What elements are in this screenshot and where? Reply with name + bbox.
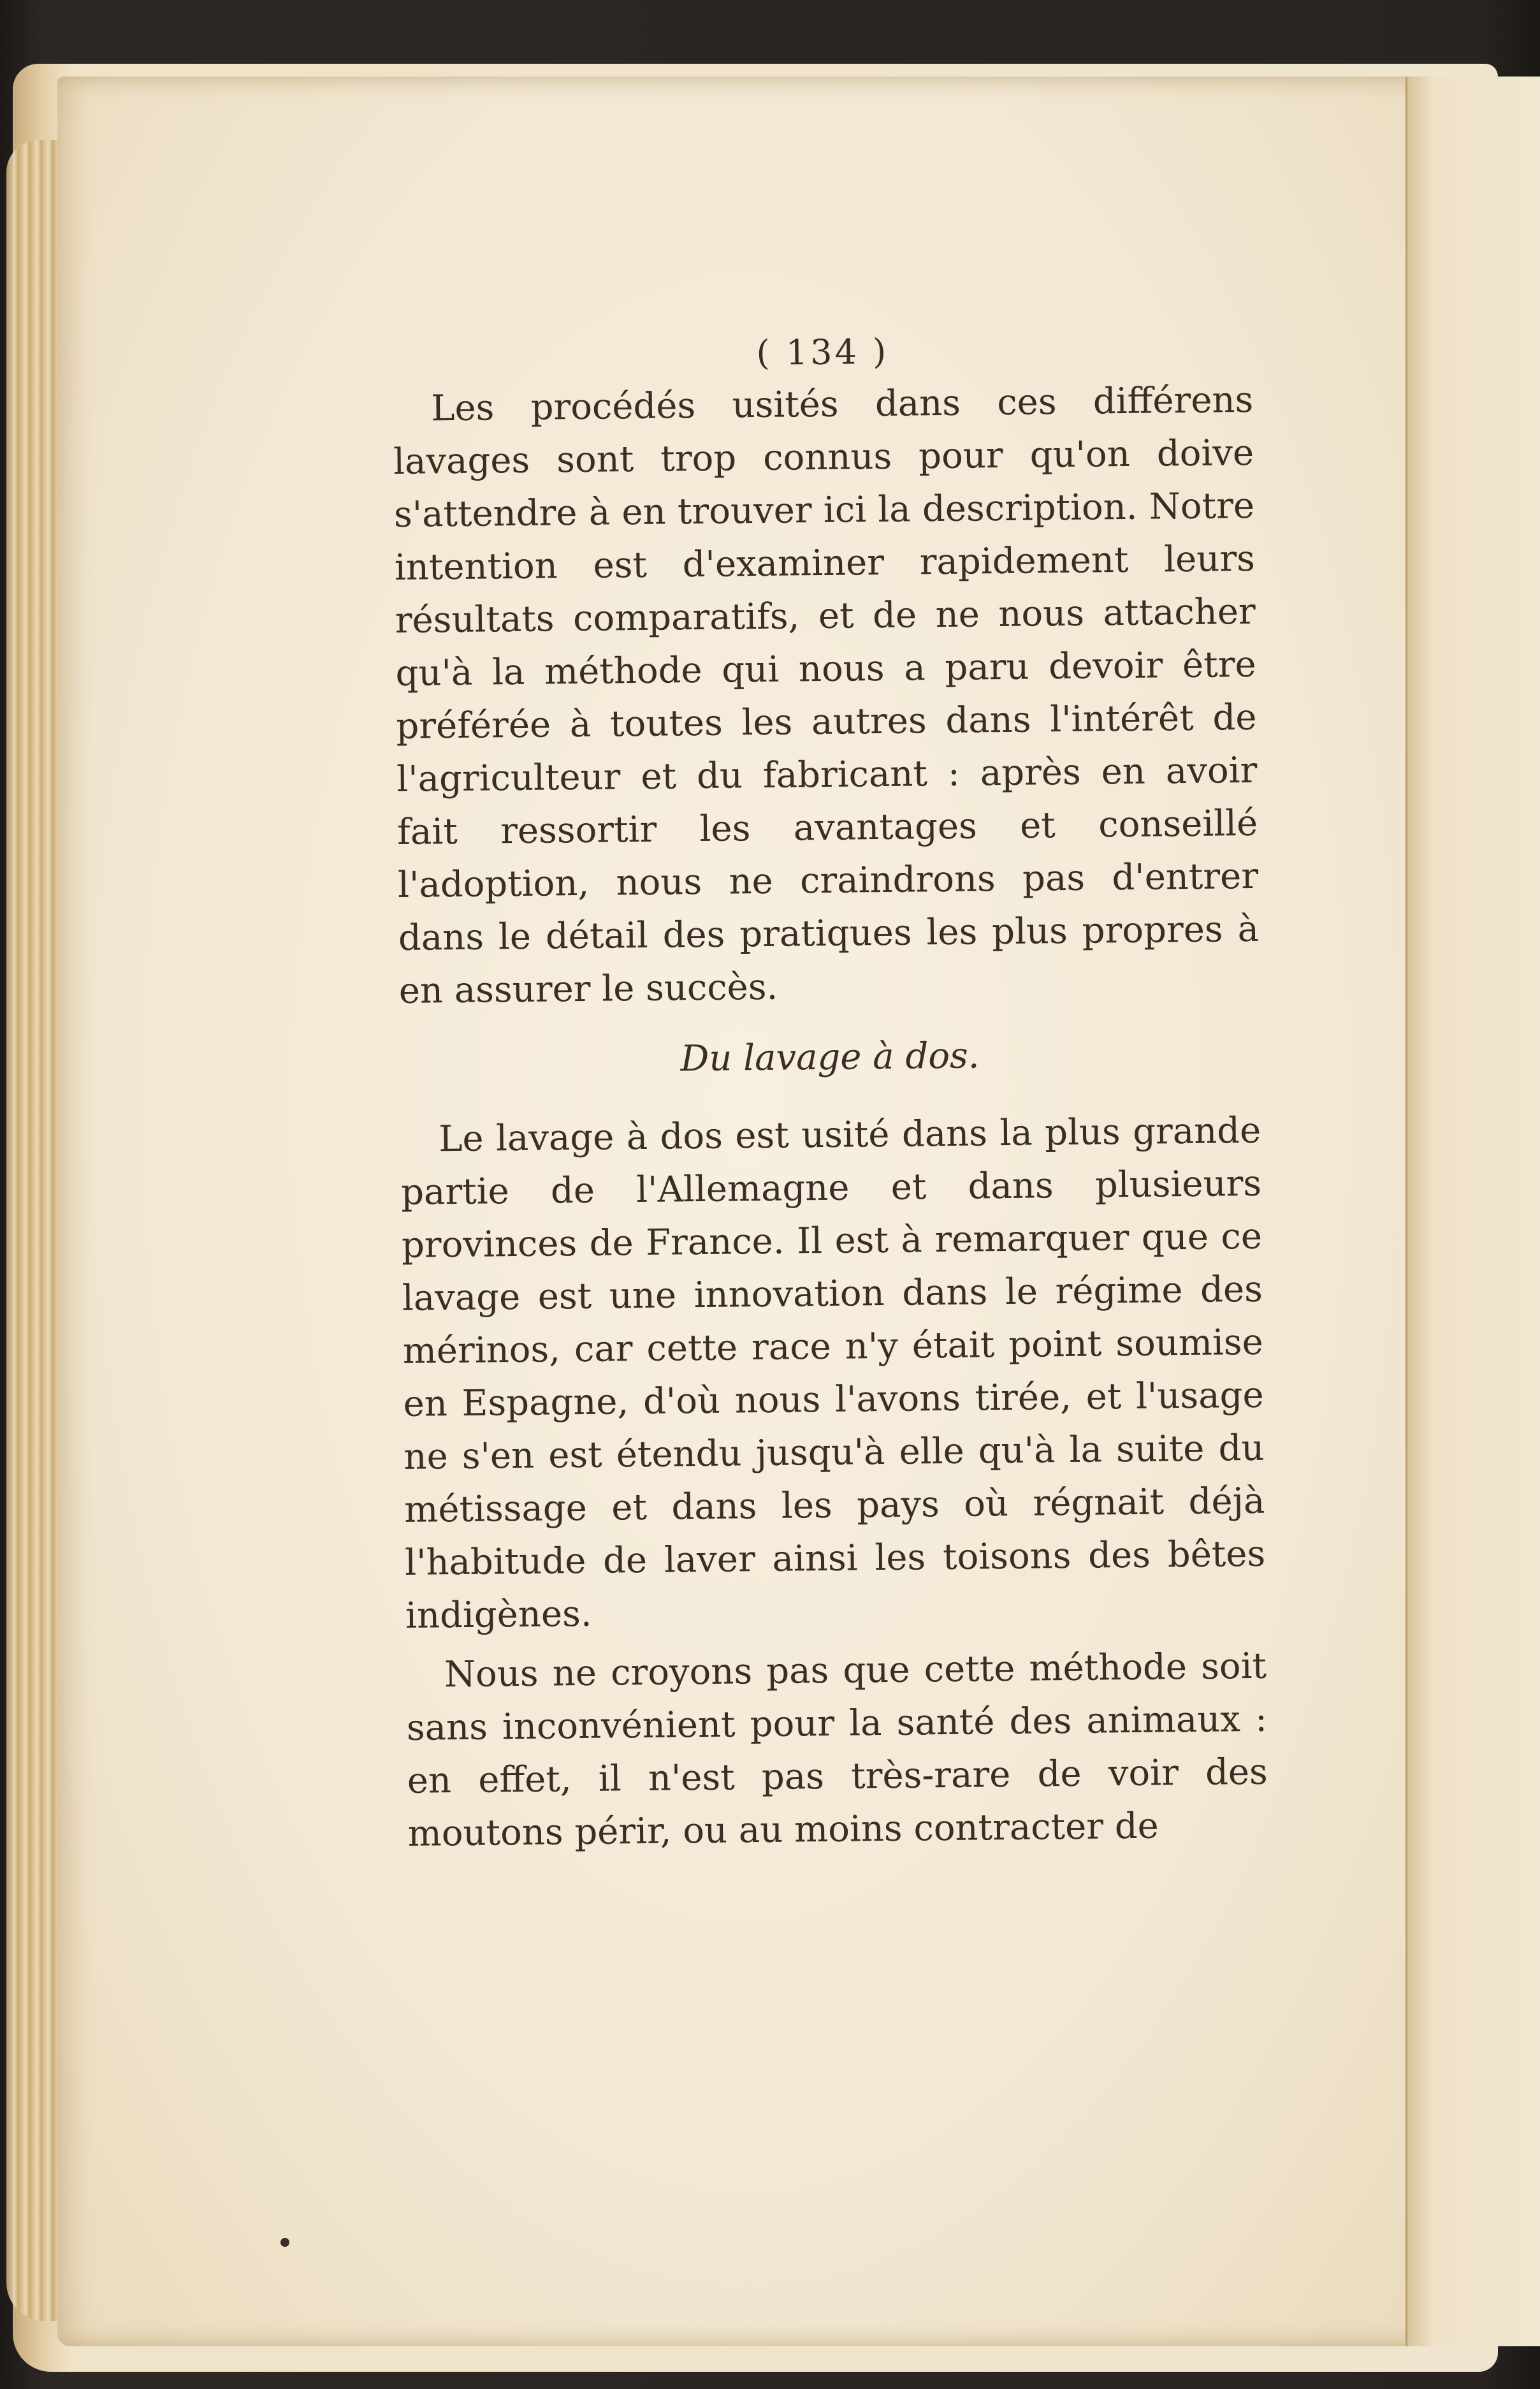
paragraph-lavage: Le lavage à dos est usité dans la plus grande partie de l'Allemagne et dans plusieurs provinces de France. Il est à remarquer que ce lavage est une innovation dans le régime des mérinos, car cette race n'y était point soumise en Espagne, d'où nous l'avons tirée, et l'usage ne s'en est étendu jusqu'à elle qu'à la suite du métissage et dans les pays où régnait déjà l'habitude de laver ainsi les toisons des bêtes indigènes.	[400, 1109, 1266, 1637]
page-number: ( 134 )	[756, 331, 889, 374]
ink-speck	[280, 2238, 289, 2247]
paragraph-intro: Les procédés usités dans ces différens lavages sont trop connus pour qu'on doive s'attendre à en trouver ici la description. Notre intention est d'examiner rapidement leurs résultats comparatifs, et de ne nous attacher qu'à la méthode qui nous a paru devoir être préférée à toutes les autres dans l'intérêt de l'agriculteur et du fabricant : après en avoir fait ressortir les avantages et conseillé l'adoption, nous ne craindrons pas d'entrer dans le détail des pratiques les plus propres à en assurer le succès.	[393, 379, 1260, 1012]
paragraph-inconvenient: Nous ne croyons pas que cette méthode soit sans inconvénient pour la santé des animaux : en effet, il n'est pas très-rare de voir des moutons périr, ou au moins contracter de	[406, 1645, 1268, 1855]
page-text	[392, 323, 1268, 1860]
section-heading: Du lavage à dos.	[680, 1035, 980, 1080]
facing-page-edge	[1406, 77, 1540, 2346]
